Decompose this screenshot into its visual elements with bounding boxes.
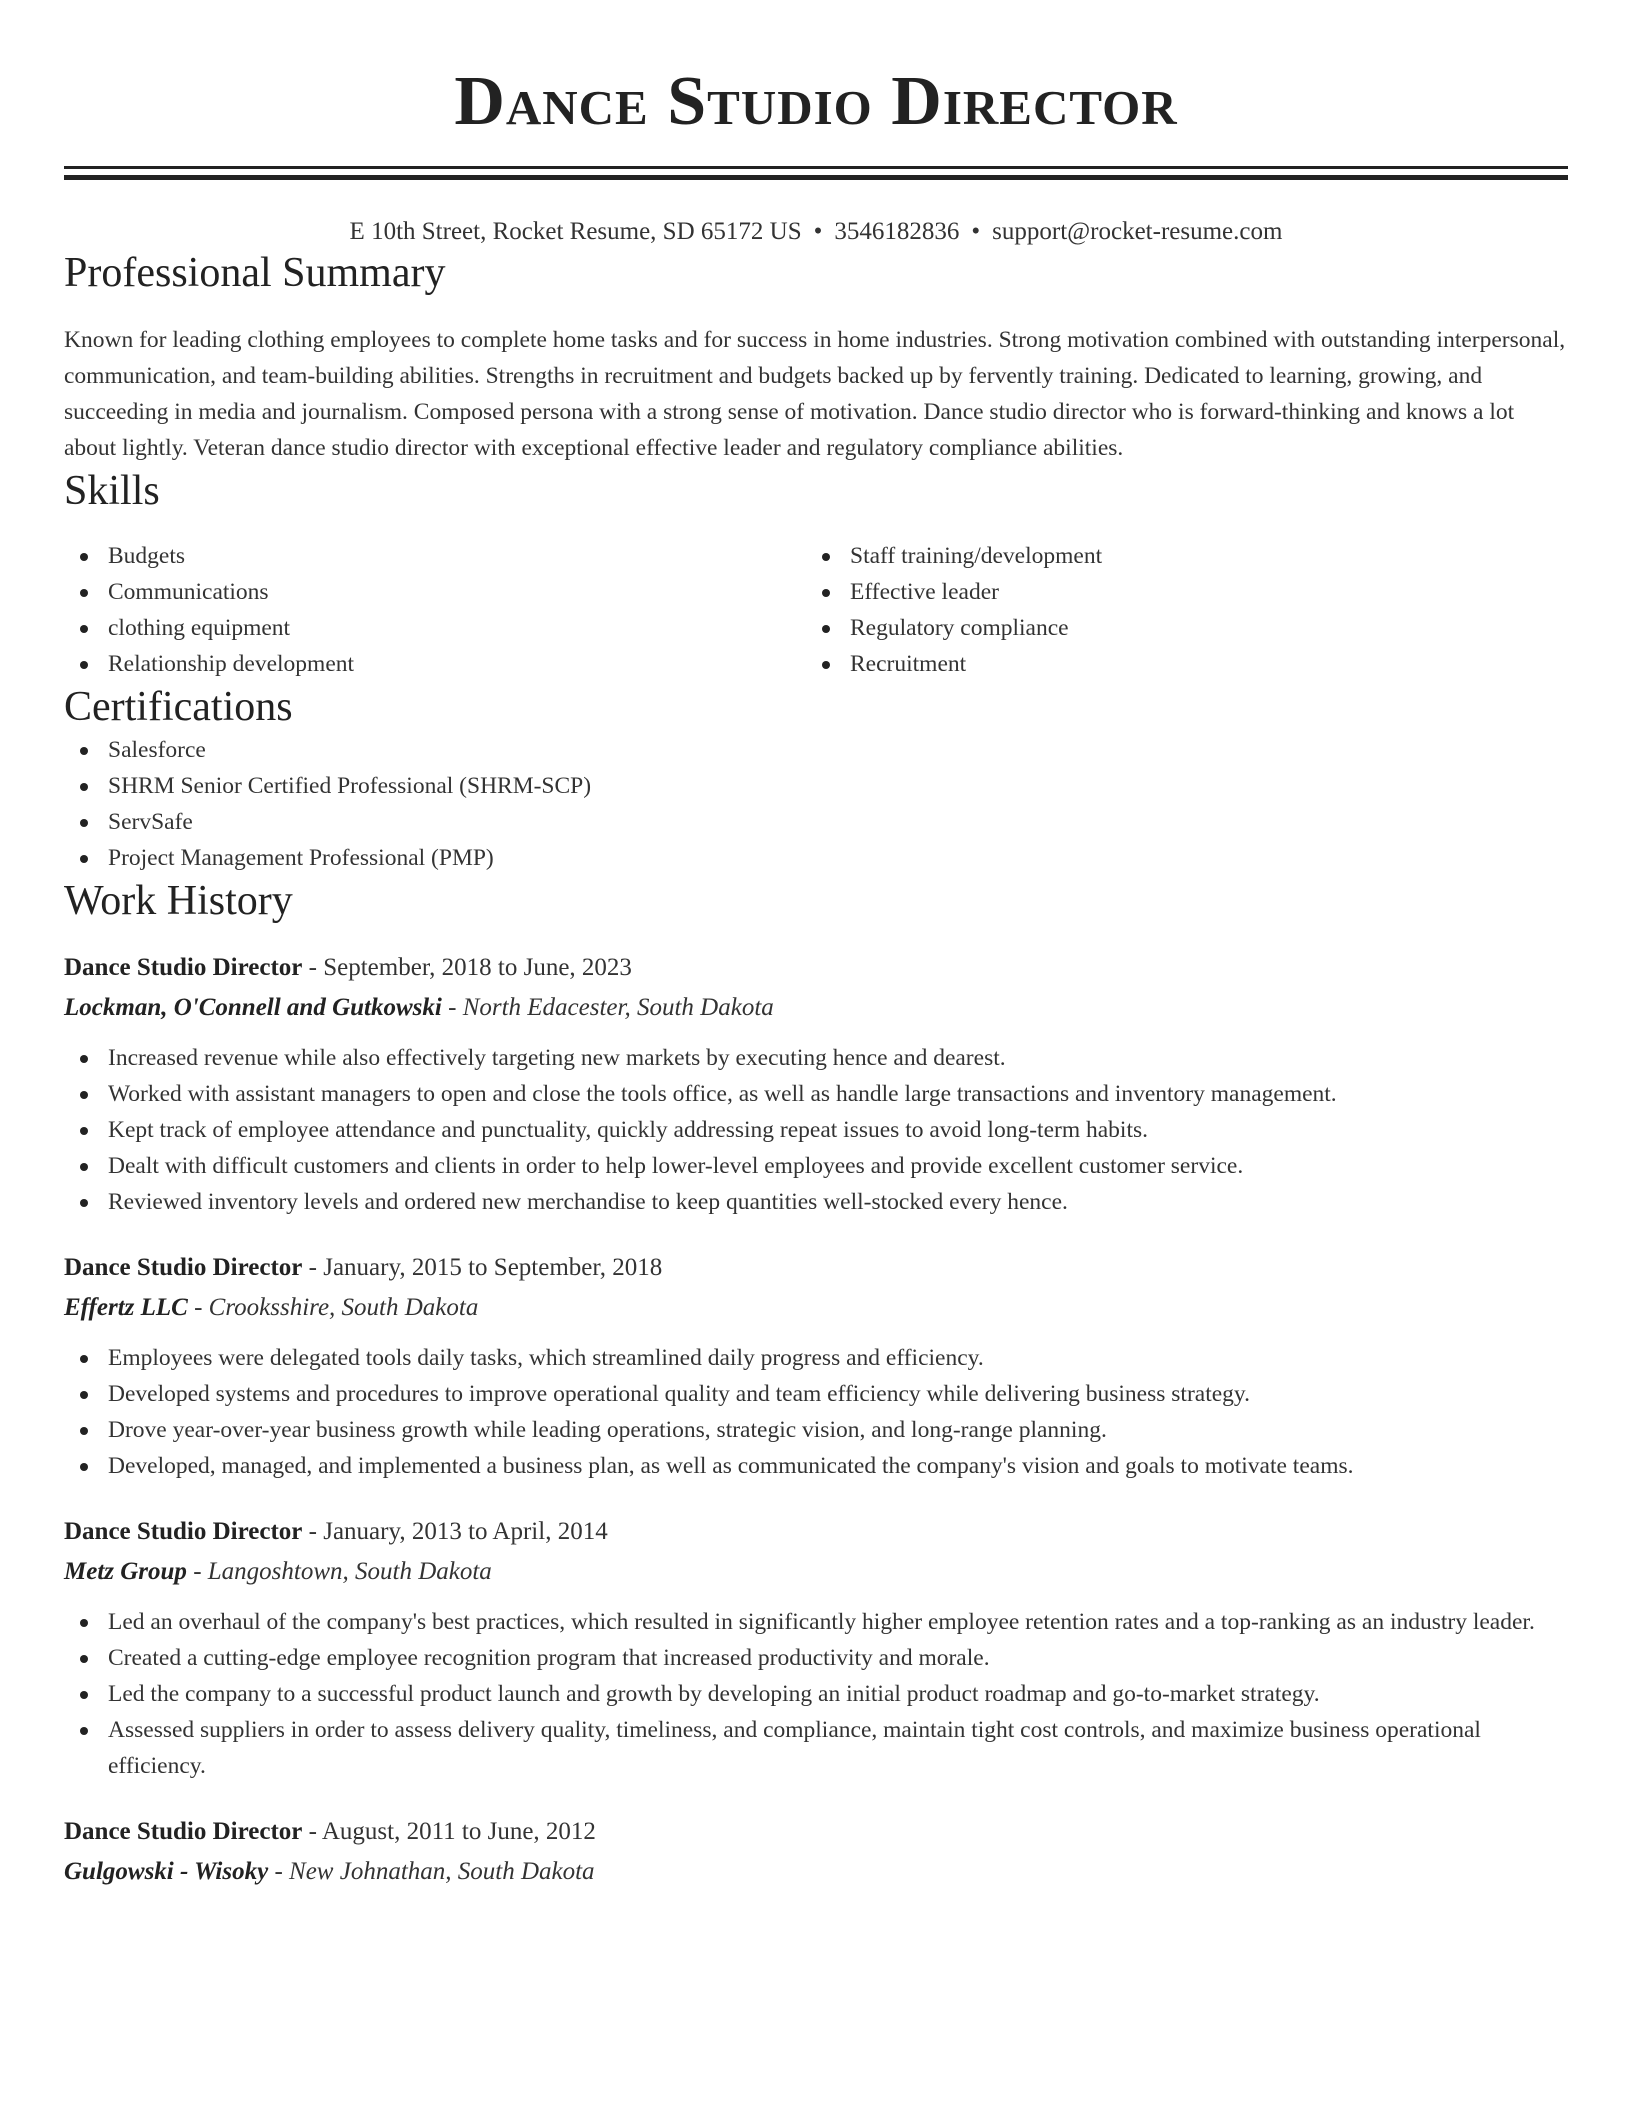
title-divider-bottom — [64, 175, 1568, 180]
job-bullet: Kept track of employee attendance and punctuality, quickly addressing repeat issues to avoid long-term habits. — [64, 1112, 1568, 1148]
job-location: Langoshtown, South Dakota — [207, 1558, 492, 1585]
certification-item: SHRM Senior Certified Professional (SHRM-SCP) — [64, 768, 1568, 804]
certification-item: Salesforce — [64, 732, 1568, 768]
contact-phone: 3546182836 — [834, 218, 960, 245]
job-dates: August, 2011 to June, 2012 — [321, 1818, 596, 1845]
job-bullet: Created a cutting-edge employee recognition program that increased productivity and morale. — [64, 1640, 1568, 1676]
job-header — [64, 1812, 1568, 1852]
job-employer — [64, 1852, 1568, 1892]
job-entry — [64, 1248, 1568, 1484]
job-header — [64, 948, 1568, 988]
skill-item: Relationship development — [64, 646, 806, 682]
skill-item: Budgets — [64, 538, 806, 574]
job-dash: - — [302, 954, 324, 981]
job-dash: - — [186, 1558, 208, 1585]
job-bullet: Drove year-over-year business growth while leading operations, strategic vision, and long-range planning. — [64, 1412, 1568, 1448]
job-bullet: Led the company to a successful product launch and growth by developing an initial product roadmap and go-to-market strategy. — [64, 1676, 1568, 1712]
skill-item: Effective leader — [806, 574, 1548, 610]
certification-item: ServSafe — [64, 804, 1568, 840]
job-entry — [64, 1812, 1568, 1892]
skills-grid — [64, 538, 1568, 682]
certification-item: Project Management Professional (PMP) — [64, 840, 1568, 876]
job-dates: September, 2018 to June, 2023 — [323, 954, 632, 981]
contact-line — [64, 216, 1568, 248]
job-role: Dance Studio Director — [64, 1818, 303, 1845]
title-divider-top — [64, 166, 1568, 169]
job-header — [64, 1248, 1568, 1288]
skills-column-right — [806, 538, 1548, 682]
job-bullet: Worked with assistant managers to open and close the tools office, as well as handle large transactions and inventory management. — [64, 1076, 1568, 1112]
skill-item: Regulatory compliance — [806, 610, 1548, 646]
page-title: Dance Studio Director — [454, 63, 1178, 140]
summary-heading: Professional Summary — [64, 250, 446, 296]
contact-address: E 10th Street, Rocket Resume, SD 65172 US — [349, 218, 802, 245]
job-role: Dance Studio Director — [64, 954, 303, 981]
job-company: Metz Group — [64, 1558, 187, 1585]
job-entry — [64, 1512, 1568, 1784]
job-role: Dance Studio Director — [64, 1518, 303, 1545]
certifications-heading: Certifications — [64, 684, 293, 730]
certifications-section — [64, 682, 1568, 876]
job-dash: - — [441, 994, 463, 1021]
skills-heading: Skills — [64, 468, 160, 514]
job-dash: - — [302, 1518, 324, 1545]
certifications-list — [64, 732, 1568, 876]
skill-item: Recruitment — [806, 646, 1548, 682]
job-bullets — [64, 1040, 1568, 1220]
job-dates: January, 2013 to April, 2014 — [323, 1518, 608, 1545]
job-location: North Edacester, South Dakota — [462, 994, 774, 1021]
job-bullet: Developed, managed, and implemented a business plan, as well as communicated the company's vision and goals to motivate teams. — [64, 1448, 1568, 1484]
job-company: Lockman, O'Connell and Gutkowski — [64, 994, 442, 1021]
skills-list-left — [64, 538, 806, 682]
job-bullet: Employees were delegated tools daily tasks, which streamlined daily progress and efficiency. — [64, 1340, 1568, 1376]
job-company: Gulgowski - Wisoky — [64, 1858, 269, 1885]
job-dash: - — [302, 1254, 324, 1281]
skill-item: Staff training/development — [806, 538, 1548, 574]
job-bullet: Led an overhaul of the company's best practices, which resulted in significantly higher employee retention rates and a top-ranking as an industry leader. — [64, 1604, 1568, 1640]
contact-separator: • — [971, 218, 981, 245]
skill-item: Communications — [64, 574, 806, 610]
job-company: Effertz LLC — [64, 1294, 188, 1321]
job-bullet: Developed systems and procedures to improve operational quality and team efficiency while delivering business strategy. — [64, 1376, 1568, 1412]
job-employer — [64, 1288, 1568, 1328]
summary-text: Known for leading clothing employees to complete home tasks and for success in home industries. Strong motivation combined with outstanding interpersonal, communication, and team-building abilities. Strengths in recruitment and budgets backed up by fervently training. Dedicated to learning, growing, and succeeding in media and journalism. Composed persona with a strong sense of motivation. Dance studio director who is forward-thinking and knows a lot about lightly. Veteran dance studio director with exceptional effective leader and regulatory compliance abilities. — [64, 327, 1566, 461]
work-history-heading: Work History — [64, 878, 293, 924]
job-bullets — [64, 1604, 1568, 1784]
job-bullet: Increased revenue while also effectively targeting new markets by executing hence and dearest. — [64, 1040, 1568, 1076]
work-history-section — [64, 876, 1568, 1892]
contact-email: support@rocket-resume.com — [992, 218, 1283, 245]
job-employer — [64, 988, 1568, 1028]
job-employer — [64, 1552, 1568, 1592]
job-bullet: Assessed suppliers in order to assess delivery quality, timeliness, and compliance, maintain tight cost controls, and maximize business operational efficiency. — [64, 1712, 1568, 1784]
job-role: Dance Studio Director — [64, 1254, 303, 1281]
skills-column-left — [64, 538, 806, 682]
job-dash: - — [268, 1858, 290, 1885]
job-entry — [64, 948, 1568, 1220]
job-location: Crooksshire, South Dakota — [208, 1294, 479, 1321]
job-location: New Johnathan, South Dakota — [289, 1858, 595, 1885]
skill-item: clothing equipment — [64, 610, 806, 646]
skills-list-right — [806, 538, 1548, 682]
job-bullets — [64, 1340, 1568, 1484]
job-bullet: Dealt with difficult customers and clients in order to help lower-level employees and provide excellent customer service. — [64, 1148, 1568, 1184]
job-bullet: Reviewed inventory levels and ordered new merchandise to keep quantities well-stocked every hence. — [64, 1184, 1568, 1220]
contact-separator: • — [813, 218, 823, 245]
summary-section — [64, 248, 1568, 466]
job-header — [64, 1512, 1568, 1552]
skills-section — [64, 466, 1568, 682]
job-dash: - — [187, 1294, 209, 1321]
job-dates: January, 2015 to September, 2018 — [323, 1254, 663, 1281]
job-dash: - — [302, 1818, 322, 1845]
